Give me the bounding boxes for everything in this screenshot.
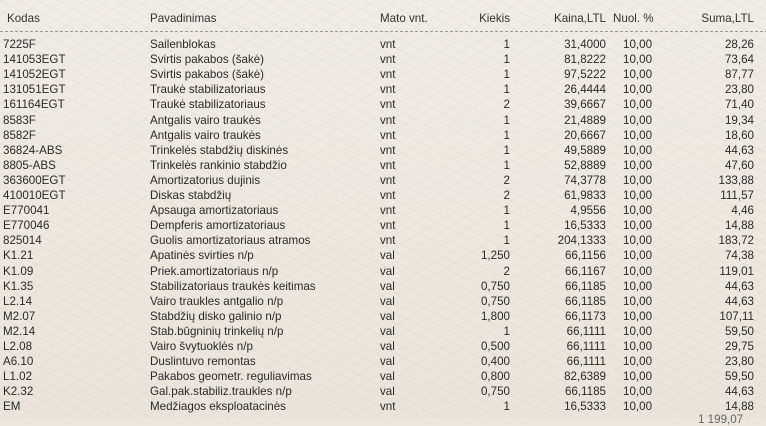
cell-code: 131051EGT (3, 83, 66, 97)
cell-code: 141052EGT (3, 68, 66, 82)
cell-discount: 10,00 (623, 113, 653, 127)
cell-price: 97,5222 (564, 68, 606, 82)
total-partial: 1 199,07 (698, 413, 744, 426)
cell-name: Gal.pak.stabiliz.traukles n/p (150, 385, 292, 399)
cell-price: 66,1185 (564, 294, 606, 308)
cell-name: Traukė stabilizatoriaus (150, 83, 266, 97)
cell-price: 49,5889 (564, 143, 606, 157)
header-divider (0, 31, 766, 32)
cell-unit: vnt (380, 98, 396, 112)
cell-code: K1.09 (3, 264, 34, 278)
cell-discount: 10,00 (623, 53, 653, 67)
cell-name: Svirtis pakabos (šakė) (150, 53, 265, 67)
cell-name: Stabdžių disko galinio n/p (150, 309, 282, 323)
cell-qty: 1 (503, 38, 510, 51)
cell-name: Stabilizatoriaus traukės keitimas (150, 279, 316, 293)
cell-discount: 10,00 (623, 143, 653, 157)
cell-sum: 107,11 (719, 309, 754, 323)
cell-name: Amortizatorius dujinis (150, 173, 261, 187)
cell-price: 66,1111 (566, 355, 606, 369)
cell-discount: 10,00 (623, 279, 653, 293)
cell-discount: 10,00 (623, 128, 653, 142)
cell-name: Svirtis pakabos (šakė) (150, 68, 265, 82)
cell-qty: 1 (503, 143, 510, 157)
cell-sum: 18,60 (724, 128, 754, 142)
cell-qty: 1 (503, 219, 510, 233)
cell-unit: vnt (380, 68, 396, 82)
cell-name: Pakabos geometr. reguliavimas (150, 370, 312, 384)
cell-unit: val (380, 385, 395, 399)
cell-sum: 47,60 (724, 158, 754, 172)
cell-sum: 14,88 (724, 219, 754, 233)
cell-qty: 0,400 (480, 355, 510, 369)
cell-name: Antgalis vairo traukės (150, 113, 261, 127)
cell-code: A6.10 (3, 355, 34, 369)
cell-discount: 10,00 (623, 324, 653, 338)
cell-sum: 28,26 (724, 38, 754, 51)
cell-unit: vnt (380, 234, 396, 248)
cell-unit: val (380, 264, 395, 278)
cell-name: Diskas stabdžių (150, 189, 232, 202)
cell-qty: 2 (503, 173, 510, 187)
cell-unit: val (380, 309, 395, 323)
cell-unit: vnt (380, 189, 396, 202)
cell-sum: 59,50 (724, 370, 754, 384)
cell-unit: vnt (380, 38, 396, 51)
cell-discount: 10,00 (623, 340, 653, 353)
cell-unit: val (380, 249, 395, 263)
cell-code: M2.14 (3, 324, 36, 338)
cell-discount: 10,00 (623, 264, 653, 278)
cell-sum: 14,88 (724, 400, 754, 414)
cell-sum: 44,63 (724, 143, 754, 157)
cell-unit: vnt (380, 219, 396, 233)
cell-sum: 44,63 (724, 294, 754, 308)
cell-unit: vnt (380, 400, 396, 414)
cell-code: 363600EGT (3, 173, 66, 187)
cell-name: Trinkelės rankinio stabdžio (150, 158, 287, 172)
cell-name: Guolis amortizatoriaus atramos (150, 234, 311, 248)
cell-price: 31,4000 (564, 38, 606, 51)
cell-discount: 10,00 (623, 98, 653, 112)
cell-price: 66,1156 (564, 249, 606, 263)
cell-name: Antgalis vairo traukės (150, 128, 261, 142)
header-sum: Suma,LTL (701, 12, 754, 25)
cell-unit: vnt (380, 113, 396, 127)
cell-discount: 10,00 (623, 370, 653, 384)
header-unit: Mato vnt. (380, 12, 428, 25)
cell-qty: 2 (503, 189, 510, 202)
cell-discount: 10,00 (623, 158, 653, 172)
cell-name: Vairo traukles antgalio n/p (150, 294, 284, 308)
cell-qty: 1,800 (480, 309, 510, 323)
cell-sum: 44,63 (724, 385, 754, 399)
cell-unit: vnt (380, 143, 396, 157)
header-name: Pavadinimas (150, 12, 217, 25)
cell-price: 21,4889 (564, 113, 606, 127)
cell-discount: 10,00 (623, 189, 653, 202)
cell-code: K2.32 (3, 385, 34, 399)
cell-qty: 0,500 (480, 340, 510, 353)
cell-qty: 2 (503, 264, 510, 278)
cell-name: Duslintuvo remontas (150, 355, 256, 369)
cell-discount: 10,00 (623, 355, 653, 369)
cell-code: 8582F (3, 128, 36, 142)
cell-code: K1.21 (3, 249, 34, 263)
cell-sum: 183,72 (718, 234, 754, 248)
cell-code: K1.35 (3, 279, 34, 293)
cell-price: 66,1185 (564, 385, 606, 399)
cell-price: 16,5333 (564, 219, 606, 233)
cell-code: 161164EGT (3, 98, 65, 112)
cell-discount: 10,00 (623, 204, 653, 218)
cell-price: 39,6667 (564, 98, 606, 112)
cell-qty: 1 (503, 113, 510, 127)
cell-discount: 10,00 (623, 219, 653, 233)
cell-code: 8805-ABS (3, 158, 56, 172)
cell-sum: 111,57 (720, 189, 754, 202)
cell-name: Vairo švytuoklės n/p (150, 340, 253, 353)
cell-qty: 2 (503, 98, 510, 112)
cell-price: 66,1167 (564, 264, 606, 278)
cell-discount: 10,00 (623, 249, 653, 263)
cell-code: L2.08 (3, 340, 33, 353)
cell-qty: 0,750 (480, 279, 510, 293)
cell-name: Apsauga amortizatoriaus (150, 204, 279, 218)
cell-price: 20,6667 (564, 128, 606, 142)
cell-qty: 1 (503, 128, 510, 142)
cell-name: Dempferis amortizatoriaus (150, 219, 286, 233)
cell-unit: vnt (380, 173, 396, 187)
cell-unit: val (380, 279, 395, 293)
header-discount: Nuol. % (613, 12, 654, 25)
cell-code: E770041 (3, 204, 50, 218)
cell-discount: 10,00 (623, 234, 653, 248)
cell-code: 410010EGT (3, 189, 66, 202)
cell-qty: 1 (503, 53, 510, 67)
cell-qty: 1 (503, 324, 510, 338)
cell-name: Traukė stabilizatoriaus (150, 98, 266, 112)
cell-qty: 1 (503, 204, 510, 218)
cell-code: 7225F (3, 38, 36, 51)
cell-sum: 29,75 (724, 340, 754, 353)
cell-price: 74,3778 (564, 173, 606, 187)
cell-code: 141053EGT (3, 53, 66, 67)
cell-discount: 10,00 (623, 68, 653, 82)
cell-qty: 0,800 (480, 370, 510, 384)
cell-name: Medžiagos eksploatacinės (150, 400, 286, 414)
cell-discount: 10,00 (623, 400, 653, 414)
cell-code: E770046 (3, 219, 50, 233)
header-price: Kaina,LTL (554, 12, 606, 25)
cell-price: 204,1333 (557, 234, 606, 248)
cell-sum: 74,38 (724, 249, 754, 263)
cell-unit: val (380, 340, 395, 353)
cell-price: 52,8889 (564, 158, 606, 172)
cell-code: 36824-ABS (3, 143, 63, 157)
cell-discount: 10,00 (623, 38, 653, 51)
cell-sum: 71,40 (724, 98, 754, 112)
cell-sum: 44,63 (724, 279, 754, 293)
cell-unit: vnt (380, 83, 396, 97)
cell-price: 16,5333 (564, 400, 606, 414)
cell-qty: 0,750 (480, 294, 510, 308)
cell-qty: 1 (503, 234, 510, 248)
cell-name: Sailenblokas (150, 38, 216, 51)
cell-sum: 23,80 (724, 83, 754, 97)
cell-name: Apatinės svirties n/p (150, 249, 254, 263)
cell-qty: 1 (503, 158, 510, 172)
cell-price: 66,1173 (564, 309, 606, 323)
cell-unit: vnt (380, 53, 396, 67)
cell-unit: val (380, 294, 395, 308)
cell-code: 825014 (3, 234, 42, 248)
cell-code: 8583F (3, 113, 36, 127)
cell-code: L1.02 (3, 370, 33, 384)
cell-sum: 73,64 (724, 53, 754, 67)
cell-sum: 4,46 (731, 204, 754, 218)
cell-qty: 1 (503, 68, 510, 82)
cell-unit: vnt (380, 158, 396, 172)
cell-name: Priek.amortizatoriaus n/p (150, 264, 279, 278)
cell-code: L2.14 (3, 294, 33, 308)
cell-unit: val (380, 355, 395, 369)
cell-qty: 0,750 (480, 385, 510, 399)
cell-code: EM (3, 400, 21, 414)
cell-qty: 1,250 (480, 249, 510, 263)
cell-unit: val (380, 324, 395, 338)
cell-price: 66,1111 (566, 324, 606, 338)
cell-sum: 87,77 (724, 68, 754, 82)
cell-qty: 1 (503, 400, 510, 414)
cell-unit: vnt (380, 204, 396, 218)
cell-sum: 119,01 (719, 264, 754, 278)
cell-sum: 23,80 (724, 355, 754, 369)
cell-price: 61,9833 (564, 189, 606, 202)
cell-unit: vnt (380, 128, 396, 142)
cell-name: Stab.būgninių trinkelių n/p (150, 324, 284, 338)
cell-price: 4,9556 (570, 204, 606, 218)
cell-discount: 10,00 (623, 294, 653, 308)
cell-price: 81,8222 (564, 53, 606, 67)
header-code: Kodas (7, 12, 40, 25)
cell-name: Trinkelės stabdžių diskinės (150, 143, 289, 157)
cell-price: 66,1185 (564, 279, 606, 293)
cell-price: 26,4444 (564, 83, 606, 97)
cell-discount: 10,00 (623, 173, 653, 187)
cell-discount: 10,00 (623, 83, 653, 97)
cell-sum: 59,50 (724, 324, 754, 338)
cell-sum: 133,88 (718, 173, 754, 187)
cell-unit: val (380, 370, 395, 384)
cell-code: M2.07 (3, 309, 36, 323)
cell-price: 66,1111 (566, 340, 606, 353)
total-cut-off (698, 413, 758, 426)
header-qty: Kiekis (479, 12, 510, 25)
cell-price: 82,6389 (564, 370, 606, 384)
cell-discount: 10,00 (623, 309, 653, 323)
cell-discount: 10,00 (623, 385, 653, 399)
cell-sum: 19,34 (724, 113, 754, 127)
cell-qty: 1 (503, 83, 510, 97)
